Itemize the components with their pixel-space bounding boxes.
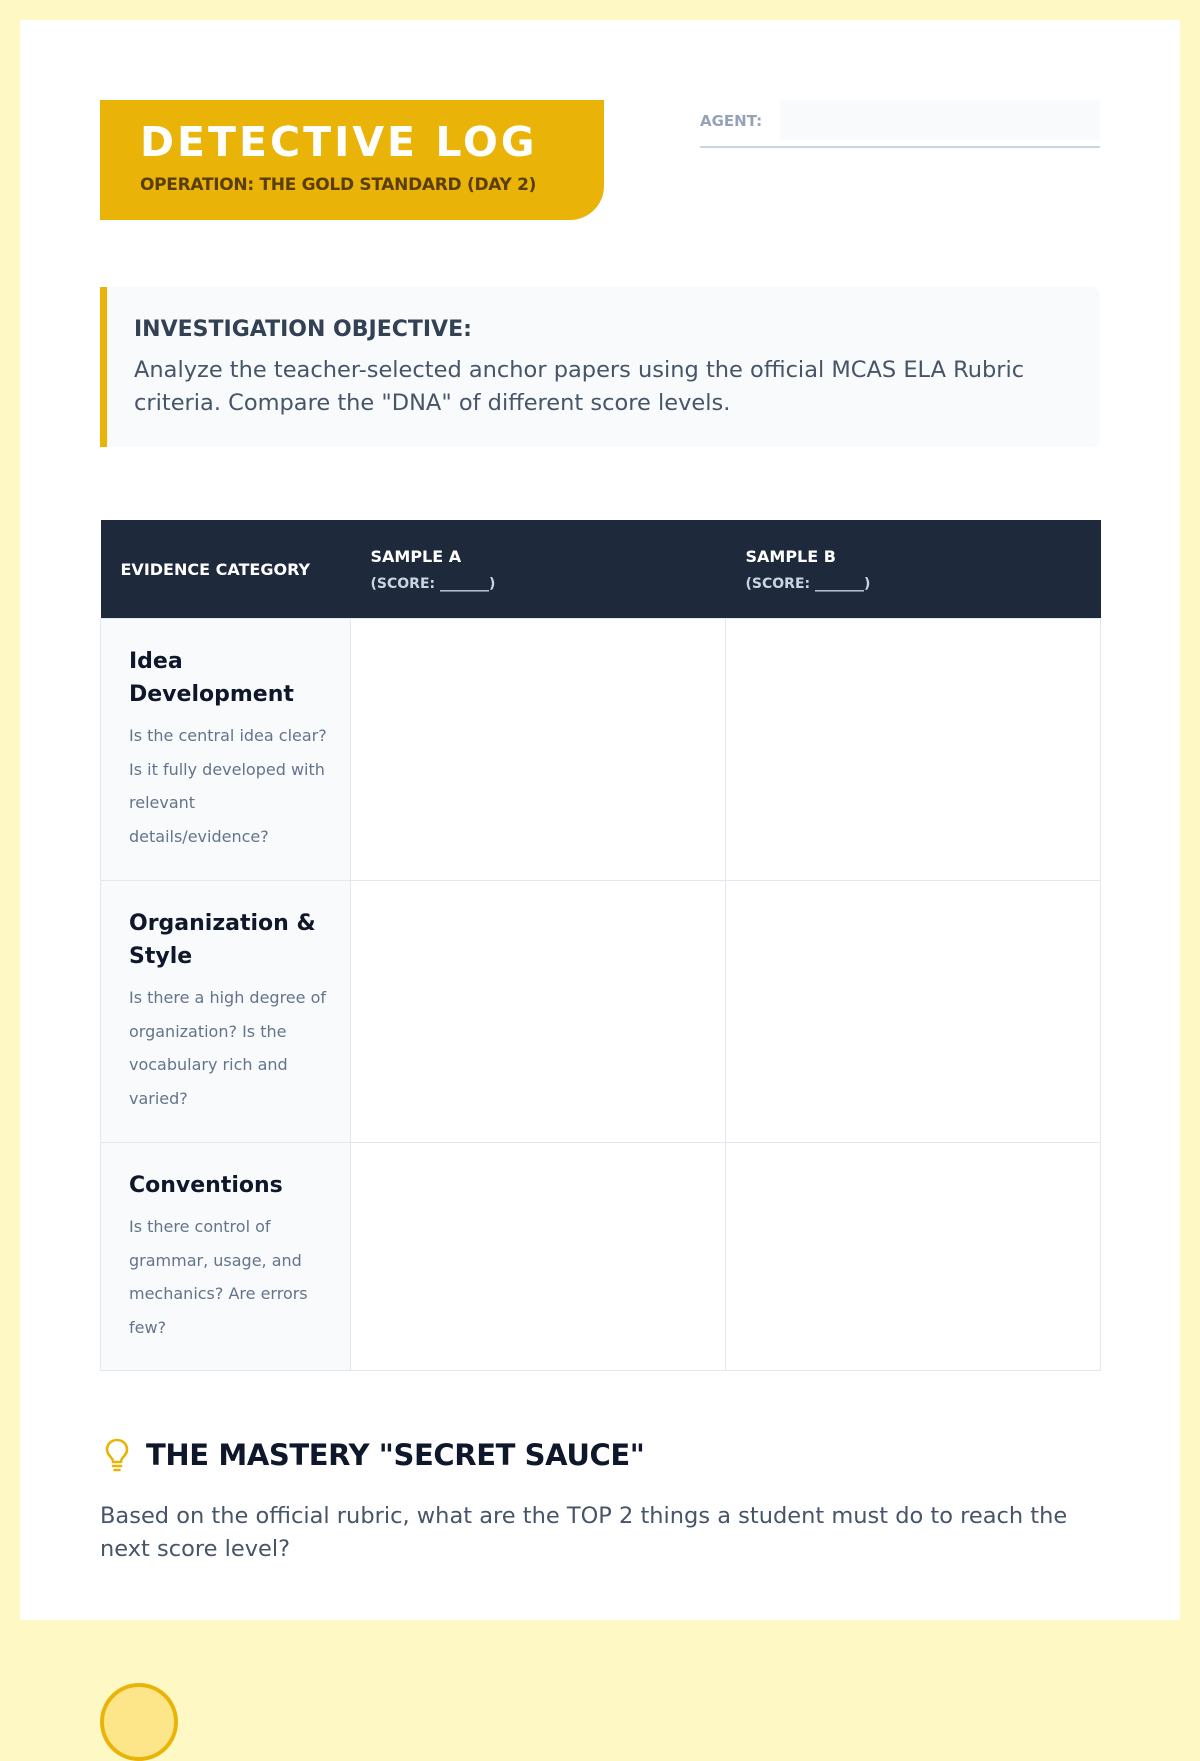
objective-text: Analyze the teacher-selected anchor papers using the official MCAS ELA Rubric criteria. Compare the "DNA" of different score levels. [134, 357, 1025, 416]
objective-title: INVESTIGATION OBJECTIVE: [134, 317, 472, 342]
header-sample-b-score: (SCORE: _______) [745, 575, 871, 592]
category-title: Idea Development [129, 649, 294, 707]
category-title: Conventions [129, 1173, 283, 1198]
category-cell [101, 881, 351, 1143]
page-subtitle: OPERATION: THE GOLD STANDARD (DAY 2) [140, 175, 537, 195]
lightbulb-icon [104, 1437, 130, 1473]
table-header-row [101, 520, 1101, 619]
header-sample-a-label: SAMPLE A [370, 546, 462, 566]
table-row [101, 619, 1101, 881]
header-evidence-category [101, 520, 351, 619]
mastery-heading [100, 1435, 1100, 1475]
sample-a-cell[interactable] [351, 881, 726, 1143]
header-sample-b [726, 520, 1101, 619]
mastery-prompt: Based on the official rubric, what are the TOP 2 things a student must do to reach the next score level? [100, 1503, 1068, 1562]
title-banner [100, 100, 604, 220]
mastery-title: THE MASTERY "SECRET SAUCE" [146, 1438, 645, 1472]
table-row [101, 1143, 1101, 1371]
header-sample-b-label: SAMPLE B [745, 546, 836, 566]
sample-b-cell[interactable] [726, 881, 1101, 1143]
table-row [101, 881, 1101, 1143]
objective-box [100, 287, 1100, 447]
header-category-label: EVIDENCE CATEGORY [120, 559, 311, 579]
header-sample-a [351, 520, 726, 619]
answer-number-badge [100, 1683, 178, 1761]
agent-name-input[interactable] [780, 100, 1100, 140]
page-title: DETECTIVE LOG [140, 118, 538, 166]
category-cell [101, 1143, 351, 1371]
mastery-section [100, 1435, 1100, 1566]
category-description: Is the central idea clear? Is it fully developed with relevant details/evidence? [129, 726, 327, 846]
sample-a-cell[interactable] [351, 619, 726, 881]
category-cell [101, 619, 351, 881]
agent-label: AGENT: [700, 112, 763, 130]
evidence-table [100, 520, 1101, 1371]
sample-b-cell[interactable] [726, 1143, 1101, 1371]
category-title: Organization & Style [129, 911, 316, 969]
agent-field [700, 100, 1100, 148]
category-description: Is there a high degree of organization? Is the vocabulary rich and varied? [129, 988, 326, 1108]
header-sample-a-score: (SCORE: _______) [370, 575, 496, 592]
worksheet-page [20, 20, 1180, 1620]
category-description: Is there control of grammar, usage, and mechanics? Are errors few? [129, 1217, 308, 1337]
sample-a-cell[interactable] [351, 1143, 726, 1371]
sample-b-cell[interactable] [726, 619, 1101, 881]
